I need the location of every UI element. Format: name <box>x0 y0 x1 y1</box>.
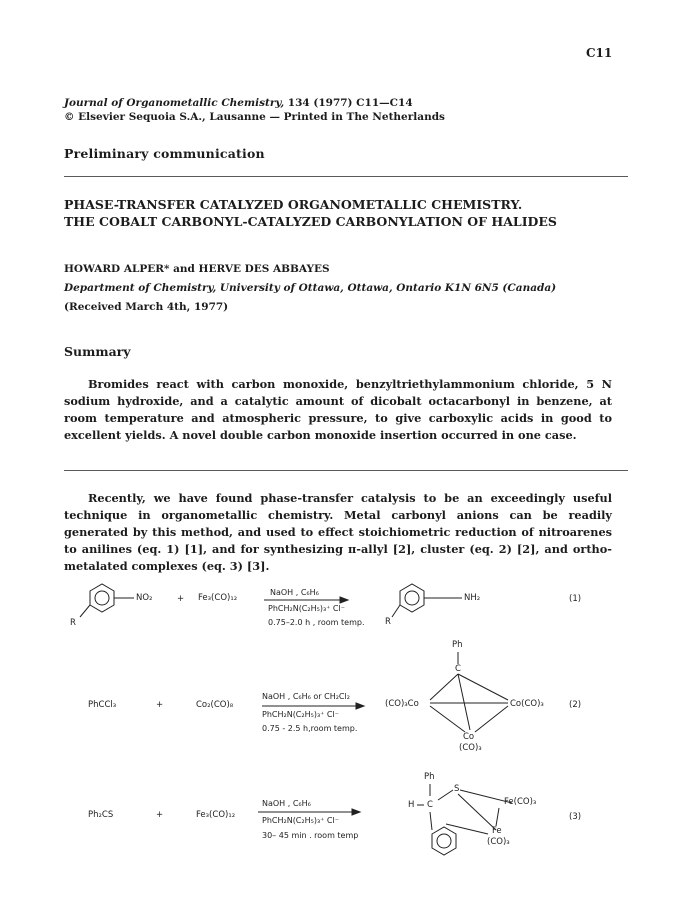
eq1-product-ring <box>400 584 424 612</box>
eq3-cond-above: NaOH , C₆H₆ <box>262 799 311 808</box>
eq3-cond-below1: PhCH₂N(C₂H₅)₃⁺ Cl⁻ <box>262 816 339 825</box>
eq2-cond-below2: 0.75 - 2.5 h,room temp. <box>262 724 358 733</box>
eq1-product-ring-inner <box>405 591 419 605</box>
eq1-reactant-ring-inner <box>95 591 109 605</box>
eq3-fe-bottom2: (CO)₃ <box>487 837 510 847</box>
page-number: C11 <box>586 46 613 60</box>
eq2-cond-below1: PhCH₂N(C₂H₅)₃⁺ Cl⁻ <box>262 710 339 719</box>
eq2-c: C <box>455 664 461 674</box>
eq3-reactant: Ph₂CS <box>88 810 114 820</box>
section-label: Preliminary communication <box>64 146 265 161</box>
eq1-cond-below2: 0.75–2.0 h , room temp. <box>268 618 365 627</box>
eq1-reagent: Fe₃(CO)₁₂ <box>198 593 238 603</box>
eq3-aryl-ring <box>432 827 456 855</box>
eq2-co-left: (CO)₃Co <box>385 699 419 709</box>
eq2-number: (2) <box>569 700 582 710</box>
eq2-co-right: Co(CO)₃ <box>510 699 544 709</box>
eq3-number: (3) <box>569 812 582 822</box>
eq2-cond-above: NaOH , C₆H₆ or CH₂Cl₂ <box>262 692 350 701</box>
eq3-s: S <box>454 784 460 794</box>
eq3-plus: + <box>156 810 164 820</box>
eq3-aryl-ring-inner <box>437 834 451 848</box>
eq3-cond-below2: 30– 45 min . room temp <box>262 831 359 840</box>
journal-name: Journal of Organometallic Chemistry, <box>64 97 285 109</box>
eq1-reactant-ring <box>90 584 114 612</box>
eq1-r: R <box>70 618 76 628</box>
eq3-ph: Ph <box>424 772 435 782</box>
summary-heading: Summary <box>64 344 131 359</box>
title-line-1: PHASE-TRANSFER CATALYZED ORGANOMETALLIC CHEMISTRY. <box>64 197 523 212</box>
eq1-plus: + <box>177 594 185 604</box>
journal-volume: 134 (1977) C11—C14 <box>284 97 413 109</box>
publisher-line: © Elsevier Sequoia S.A., Lausanne — Printed in The Netherlands <box>64 111 445 123</box>
eq1-no2: NO₂ <box>136 593 153 603</box>
eq3-reagent: Fe₃(CO)₁₂ <box>196 810 236 820</box>
eq2-co-bottom: Co <box>463 732 475 742</box>
summary-text: Bromides react with carbon monoxide, benzyltriethylammonium chloride, 5 N sodium hydroxide, and a catalytic amount of dicobalt octacarbonyl in benzene, at room temperature and atmospheric pressure, to give carboxylic acids in good to excellent yields. A novel double carbon monoxide insertion occurred in one case. <box>64 377 612 442</box>
eq3-fe-top: Fe(CO)₃ <box>504 797 537 807</box>
eq2-reagent: Co₂(CO)₈ <box>196 700 234 710</box>
eq1-nh2: NH₂ <box>464 593 481 603</box>
author-affiliation: Department of Chemistry, University of Ottawa, Ottawa, Ontario K1N 6N5 (Canada) <box>64 282 557 294</box>
eq3-c: C <box>427 800 433 810</box>
eq2-reactant: PhCCl₃ <box>88 700 117 710</box>
eq2-plus: + <box>156 700 164 710</box>
title-line-2: THE COBALT CARBONYL-CATALYZED CARBONYLATION OF HALIDES <box>64 214 557 229</box>
eq1-number: (1) <box>569 594 582 604</box>
body-paragraph-1: Recently, we have found phase-transfer catalysis to be an exceedingly useful technique in organometallic chemistry. Metal carbonyl anions can be readily generated by this method, and used to effect stoichiometric reduction of nitroarenes to anilines (eq. 1) [1], and for synthesizing π-allyl [2], cluster (eq. 2) [2], and ortho-metalated complexes (eq. 3) [3]. <box>64 491 612 573</box>
eq3-h: H <box>408 800 415 810</box>
eq3-fe-bottom: Fe <box>492 826 502 836</box>
eq1-cond-below1: PhCH₂N(C₂H₅)₃⁺ Cl⁻ <box>268 604 345 613</box>
received-date: (Received March 4th, 1977) <box>64 301 229 313</box>
eq1-product-r: R <box>385 617 391 627</box>
author-names: HOWARD ALPER* and HERVE DES ABBAYES <box>64 263 330 275</box>
eq1-cond-above: NaOH , C₆H₆ <box>270 588 319 597</box>
eq2-co-bottom2: (CO)₃ <box>459 743 482 753</box>
eq2-ph: Ph <box>452 640 463 650</box>
